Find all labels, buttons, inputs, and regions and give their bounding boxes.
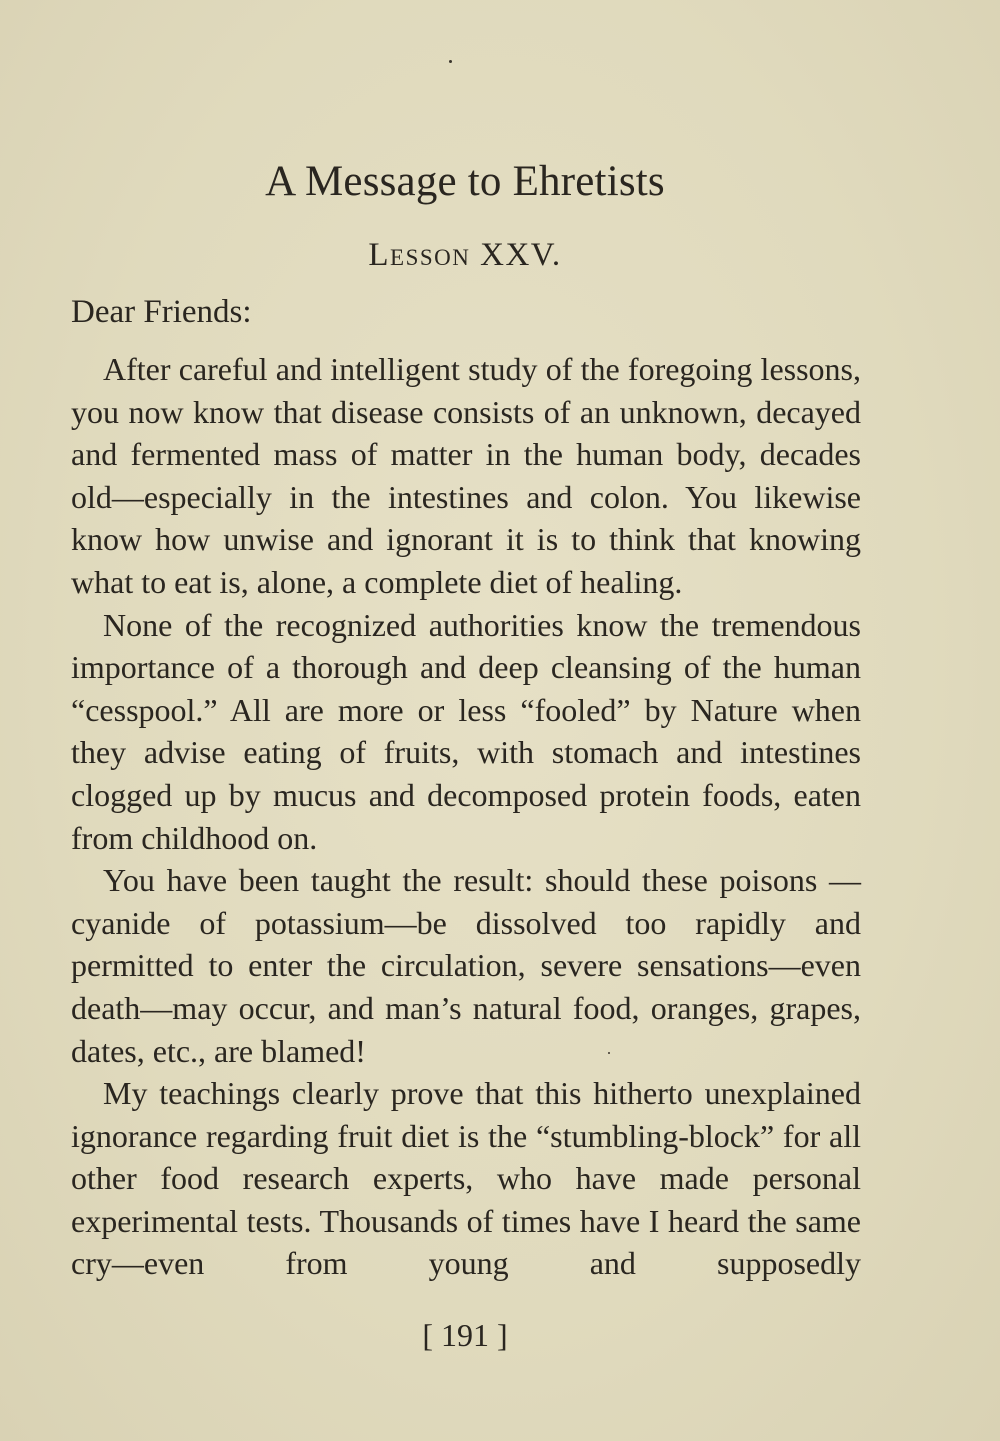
- chapter-title: A Message to Ehretists: [265, 158, 665, 205]
- paragraph: You have been taught the result: should these poisons —cyanide of potassium—be dissolved too rapidly and permitted to enter the circulation, severe sensations—even death—may occur, and man’s natural food, oranges, grapes, dates, etc., are blamed!: [71, 862, 861, 1069]
- salutation: Dear Friends:: [71, 294, 252, 330]
- paragraph: My teachings clearly prove that this hitherto unexplained ignorance regarding fruit diet is the “stumbling-block” for all other food research experts, who have made personal experimental tests. Thousands of times have I heard the same cry—even from young and supposedly: [71, 1075, 861, 1282]
- page-number: [ 191 ]: [422, 1317, 508, 1353]
- lesson-heading: Lesson XXV.: [368, 237, 562, 273]
- paragraph: After careful and intelligent study of the foregoing lessons, you now know that disease consists of an unknown, decayed and fermented mass of matter in the human body, decades old—especially in the intestines and colon. You likewise know how unwise and ignorant it is to think that knowing what to eat is, alone, a complete diet of healing.: [71, 351, 861, 600]
- speck-mark: [449, 60, 452, 63]
- paragraph: None of the recognized authorities know the tremendous importance of a thorough and deep cleansing of the human “cesspool.” All are more or less “fooled” by Nature when they advise eating of fruits, with stomach and intestines clogged up by mucus and decomposed protein foods, eaten from childhood on.: [71, 606, 861, 856]
- body-text: [71, 348, 861, 1285]
